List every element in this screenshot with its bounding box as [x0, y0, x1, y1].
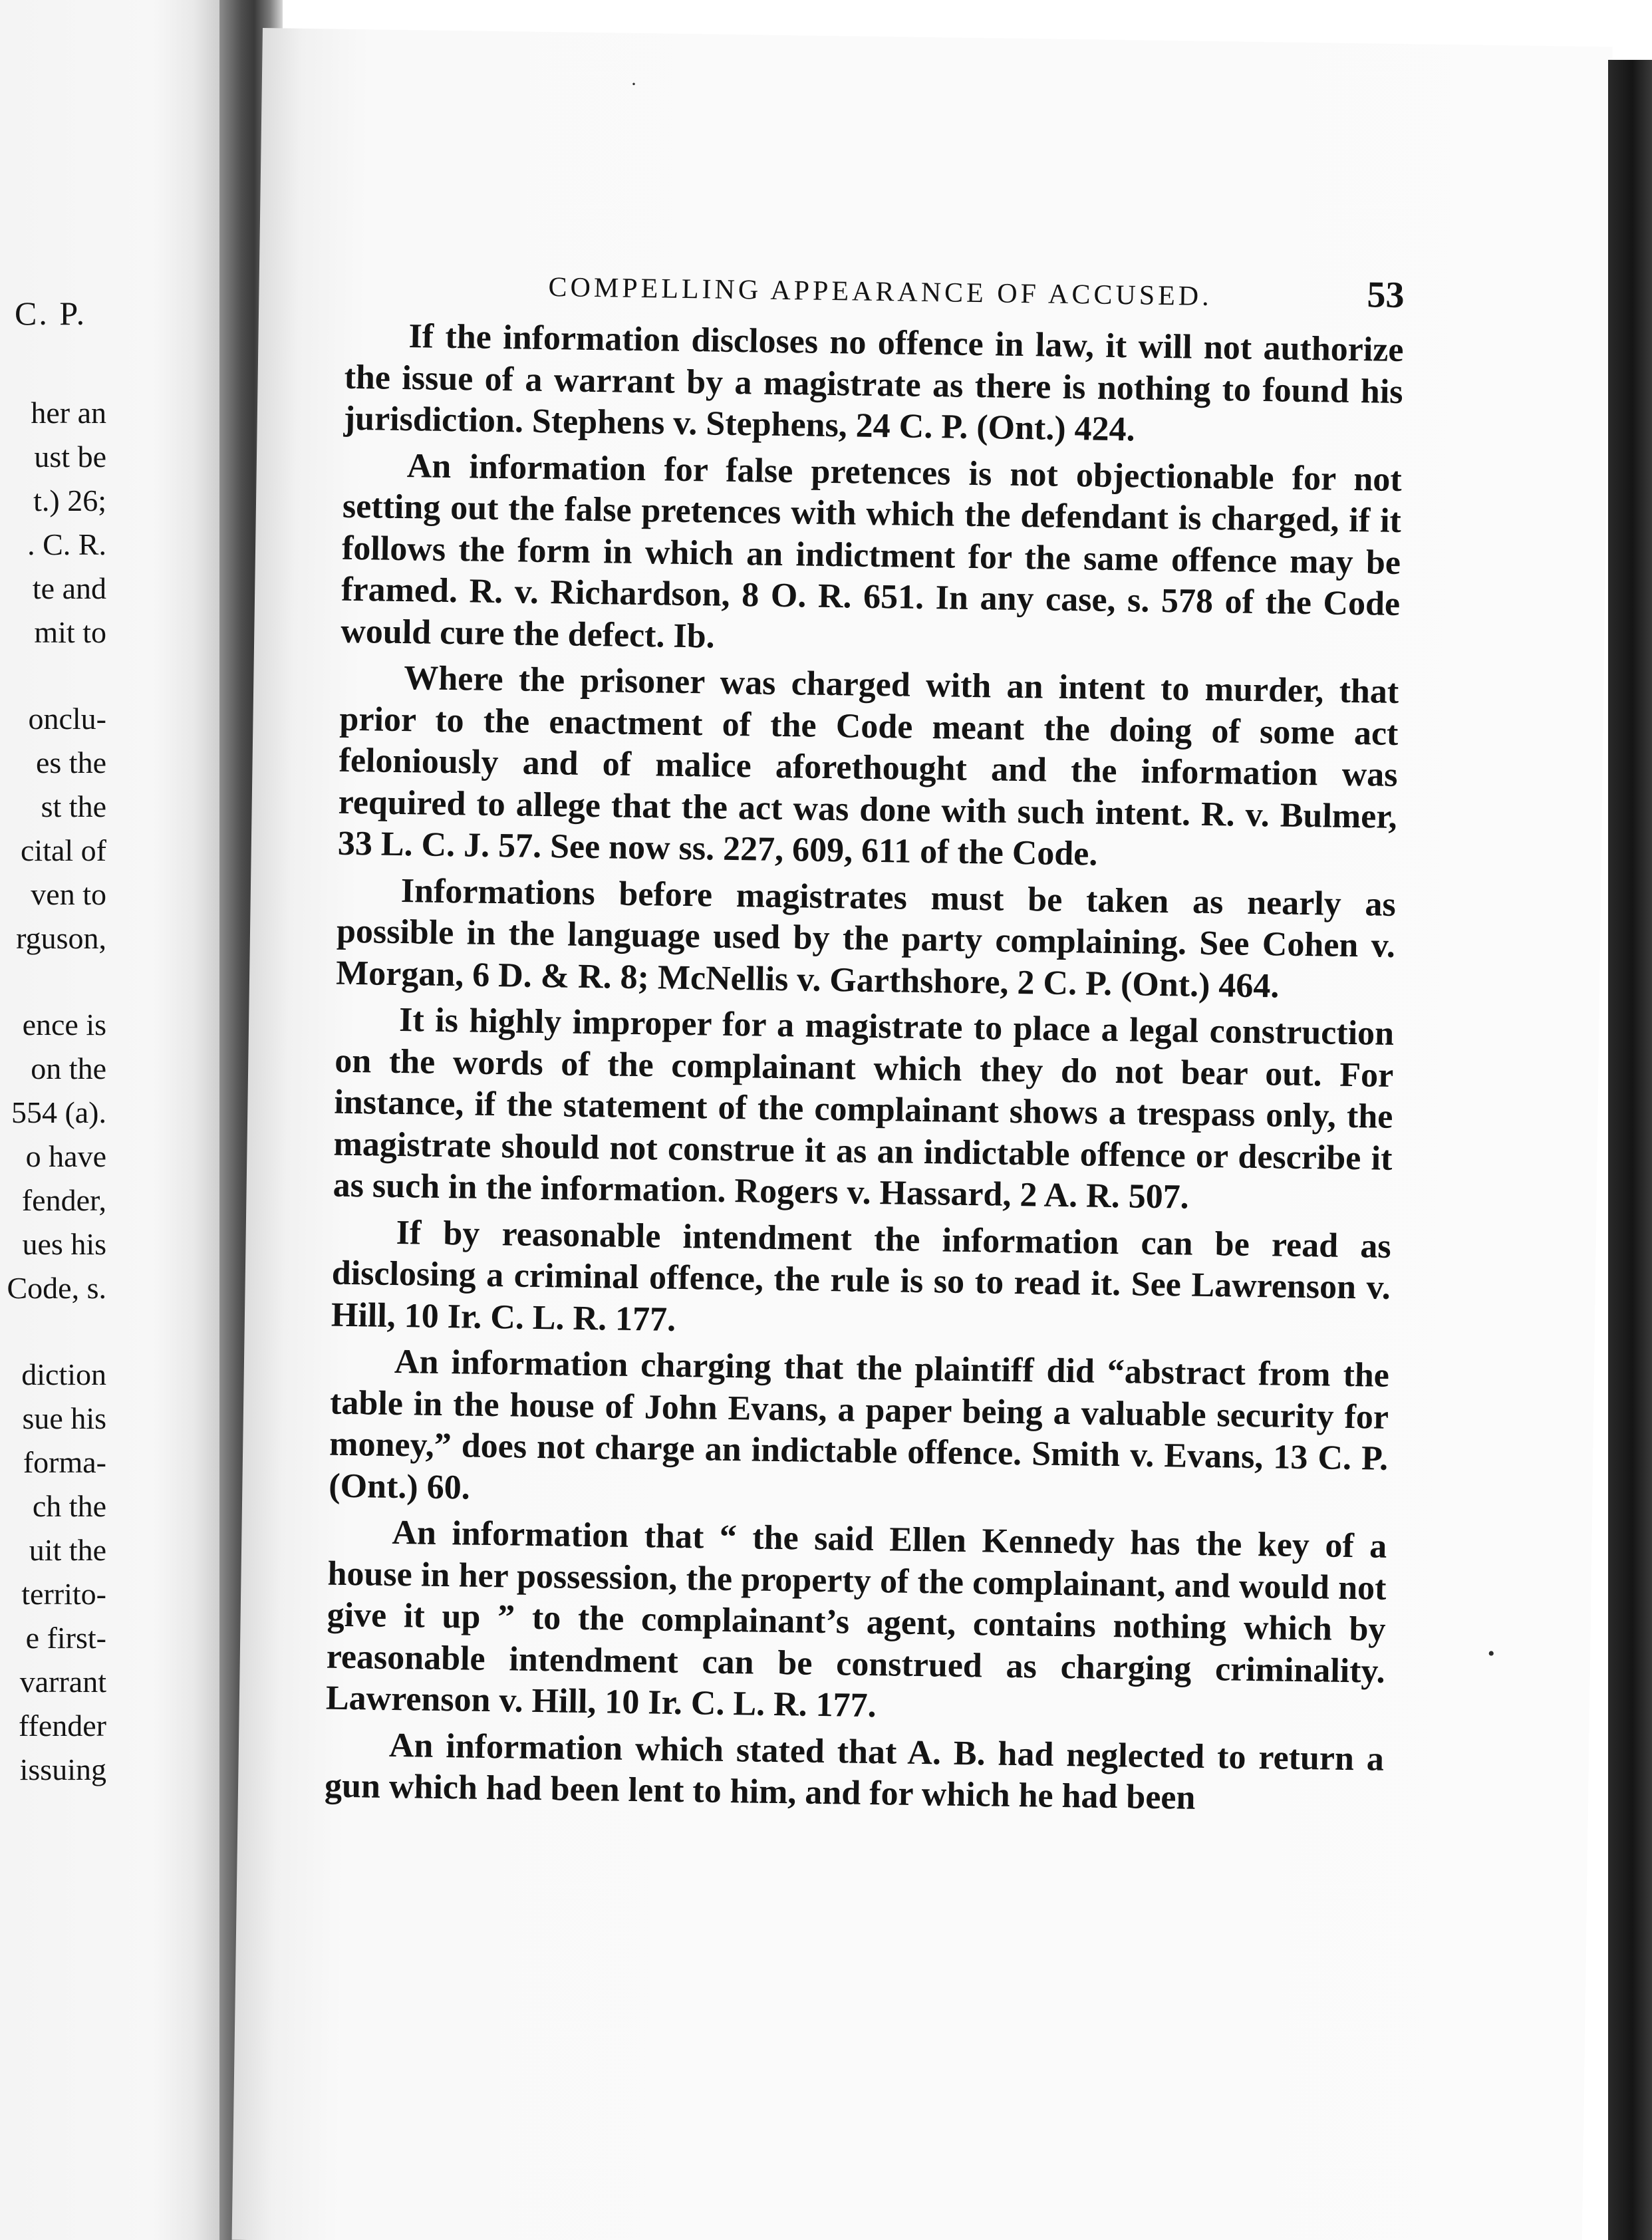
left-page-line-fragments — [7, 391, 107, 1792]
line-gap — [7, 960, 107, 1003]
left-line-fragment: ence is — [22, 1008, 106, 1042]
left-line-fragment: ues his — [22, 1227, 106, 1261]
left-line-fragment: fender, — [21, 1183, 106, 1217]
ink-speck: • — [1488, 1643, 1495, 1665]
left-line-fragment: e first- — [25, 1621, 106, 1655]
paragraph: An information which stated that A. B. had neglected to return a gun which had been lent to him, and for which he had been — [324, 1726, 1385, 1817]
left-line-fragment: te and — [32, 571, 106, 605]
page-number: 53 — [1367, 274, 1405, 317]
left-line-fragment: Code, s. — [7, 1271, 106, 1305]
left-line-fragment: onclu- — [28, 702, 106, 736]
paragraph: Informations before magistrates must be taken as nearly as possible in the language used by the party complaining. See Cohen v. Morgan, 6 D. & R. 8; McNellis v. Garthshore, 2 C. P. (Ont.) 464. — [335, 871, 1397, 1005]
left-line-fragment: mit to — [34, 615, 106, 649]
page — [232, 28, 1613, 2240]
left-line-fragment: uit the — [29, 1533, 106, 1567]
text-block — [325, 255, 1405, 1822]
left-line-fragment: sue his — [22, 1401, 106, 1435]
left-line-fragment: t.) 26; — [33, 484, 106, 517]
left-line-fragment: issuing — [19, 1752, 106, 1786]
left-line-fragment: on the — [31, 1051, 106, 1085]
left-line-fragment: ven to — [31, 877, 106, 911]
left-line-fragment: ust be — [34, 440, 106, 474]
left-line-fragment: st the — [41, 789, 106, 823]
line-gap — [7, 654, 107, 697]
page-block-edge — [1608, 60, 1652, 2240]
paragraph: If the information discloses no offence in law, it will not authorize the issue of a warrant by a magistrate as there is nothing to found his jurisdiction. Stephens v. Stephens, 24 C. P. (Ont.) 424. — [343, 317, 1404, 449]
left-line-fragment: . C. R. — [27, 527, 106, 561]
paragraph: If by reasonable intendment the information can be read as disclosing a criminal offence, the rule is so to read it. See Lawrenson v. Hill, 10 Ir. C. L. R. 177. — [331, 1213, 1391, 1339]
left-line-fragment: rguson, — [16, 921, 106, 955]
left-line-fragment: ffender — [19, 1709, 106, 1743]
body-text — [325, 315, 1404, 1822]
left-line-fragment: her an — [31, 396, 106, 430]
facing-page-left — [0, 0, 219, 2240]
paragraph: Where the prisoner was charged with an intent to murder, that prior to the enactment of the Code meant the doing of some act feloniously and of malice aforethought and the information was required to allege that the act was done with such intent. R. v. Bulmer, 33 L. C. J. 57. See now ss. 227, 609, 611 of the Code. — [337, 659, 1399, 873]
left-running-head: C. P. — [15, 295, 87, 332]
left-line-fragment: varrant — [19, 1665, 106, 1699]
left-line-fragment: territo- — [21, 1577, 106, 1611]
paragraph: An information for false pretences is not objectionable for not setting out the false pretences with which the defendant is charged, if it follows the form in which an indictment for the same offence may be framed. R. v. Richardson, 8 O. R. 651. In any case, s. 578 of the Code would cure the defect. Ib. — [340, 446, 1403, 656]
left-line-fragment: forma- — [23, 1445, 106, 1479]
left-line-fragment: cital of — [21, 833, 106, 867]
left-line-fragment: ch the — [32, 1489, 106, 1523]
line-gap — [7, 1310, 107, 1353]
running-title: COMPELLING APPEARANCE OF ACCUSED. — [548, 272, 1212, 312]
left-line-fragment: 554 (a). — [11, 1095, 106, 1129]
left-line-fragment: diction — [21, 1357, 106, 1391]
left-line-fragment: o have — [25, 1139, 106, 1173]
paragraph: An information charging that the plaintiff did “abstract from the table in the house of John Evans, a paper being a valuable security for money,” does not charge an indictable offence. Smith v. Evans, 13 C. P. (Ont.) 60. — [329, 1342, 1390, 1507]
paragraph: It is highly improper for a magistrate to place a legal construction on the words of the complainant which they do not bear out. For instance, if the statement of the complainant shows a trespass only, the magistrate should not construe it as an indictable offence or describe it as such in the information. Rogers v. Hassard, 2 A. R. 507. — [333, 1001, 1395, 1216]
left-line-fragment: es the — [35, 746, 106, 779]
ink-speck: · — [630, 73, 637, 95]
paragraph: An information that “ the said Ellen Kennedy has the key of a house in her possession, the property of the complainant, and would not give it up ” to the complainant’s agent, contains nothing which by reasonable intendment can be construed as charging criminality. Lawrenson v. Hill, 10 Ir. C. L. R. 177. — [325, 1513, 1387, 1725]
